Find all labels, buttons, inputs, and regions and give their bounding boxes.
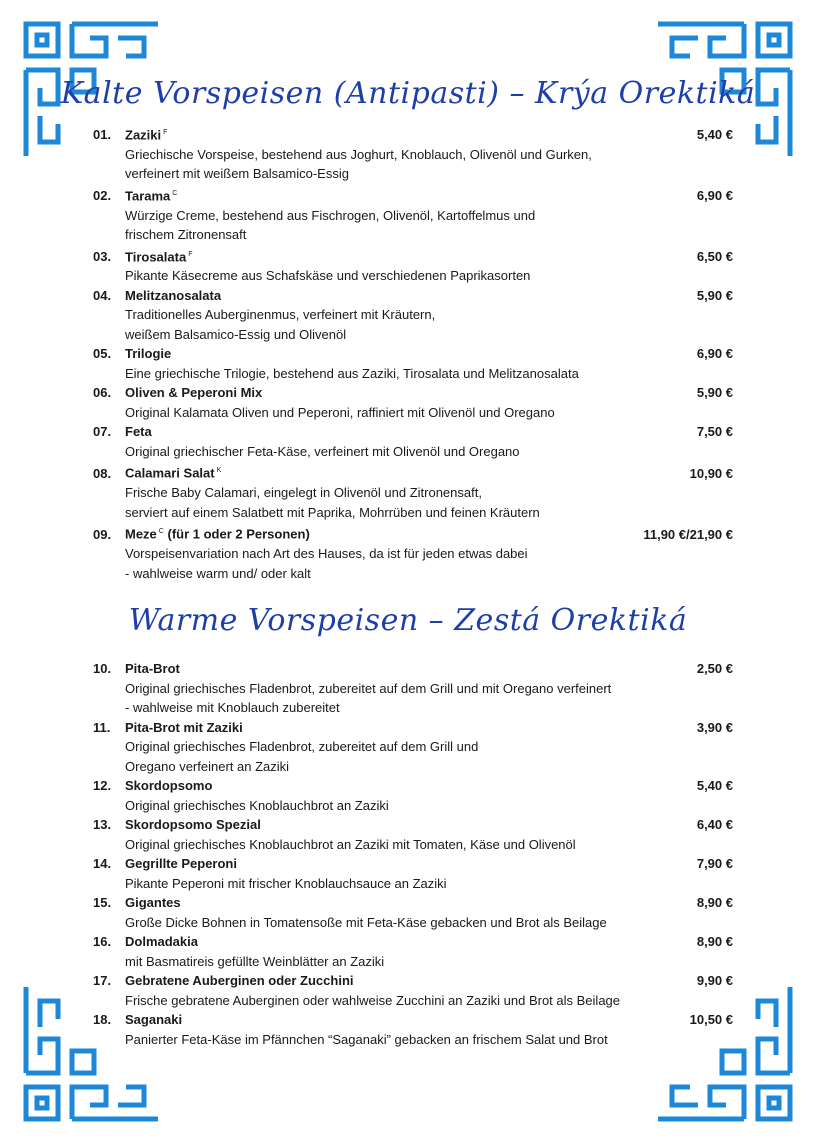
menu-item-name-suffix: (für 1 oder 2 Personen)	[167, 526, 310, 542]
menu-item	[93, 1010, 733, 1049]
menu-item-name: Meze	[125, 526, 157, 542]
menu-item-name: Feta	[125, 424, 152, 440]
menu-item-price: 7,90 €	[696, 856, 733, 871]
menu-item-header	[93, 522, 733, 544]
menu-item-header	[93, 245, 733, 267]
menu-item-name: Saganaki	[125, 1012, 183, 1027]
menu-item-number: 08.	[93, 465, 112, 481]
menu-item-description: Traditionelles Auberginenmus, verfeinert mit Kräutern, weißem Balsamico-Essig und Olivenöl	[125, 307, 436, 342]
menu-item-number: 04.	[93, 287, 112, 303]
menu-list-warm-starters	[93, 659, 733, 1049]
menu-item-name-wrap	[125, 893, 643, 913]
menu-item-name: Gigantes	[125, 895, 181, 910]
menu-item-header	[93, 854, 733, 874]
menu-item-number: 10.	[93, 661, 112, 676]
menu-item-price: 2,50 €	[696, 661, 733, 676]
menu-item-header	[93, 344, 733, 364]
menu-item-header	[93, 932, 733, 952]
menu-item-description: Original griechisches Fladenbrot, zubereitet auf dem Grill und mit Oregano verfeinert - wahlweise mit Knoblauch zubereitet	[125, 680, 612, 715]
menu-item-number: 01.	[93, 127, 112, 143]
menu-item	[93, 776, 733, 815]
menu-item-price: 9,90 €	[696, 973, 733, 988]
menu-item-name-wrap	[125, 383, 643, 403]
menu-item-price: 5,40 €	[696, 778, 733, 793]
menu-item-description: Pikante Käsecreme aus Schafskäse und verschiedenen Paprikasorten	[125, 268, 531, 284]
menu-item	[93, 286, 733, 345]
section-title-warm-starters: Warme Vorspeisen – Zestá Orektiká	[128, 603, 688, 638]
menu-item-price: 5,90 €	[696, 287, 733, 303]
menu-item-name: Tirosalata	[125, 248, 187, 264]
menu-item-header	[93, 383, 733, 403]
menu-item-description: Eine griechische Trilogie, bestehend aus Zaziki, Tirosalata und Melitzanosalata	[125, 365, 579, 381]
menu-item-description: mit Basmatireis gefüllte Weinblätter an Zaziki	[125, 953, 385, 969]
menu-item	[93, 461, 733, 522]
menu-item-name-wrap	[125, 245, 643, 267]
menu-item-name: Oliven & Peperoni Mix	[125, 385, 263, 401]
menu-item	[93, 184, 733, 245]
menu-item-number: 05.	[93, 346, 112, 362]
menu-item-number: 13.	[93, 817, 112, 832]
menu-item-description: Würzige Creme, bestehend aus Fischrogen, Olivenöl, Kartoffelmus und frischem Zitronensaft	[125, 207, 536, 243]
menu-item-number: 06.	[93, 385, 112, 401]
menu-item-price: 8,90 €	[696, 934, 733, 949]
menu-item	[93, 932, 733, 971]
menu-item-price: 5,90 €	[696, 385, 733, 401]
menu-item-header	[93, 971, 733, 991]
menu-item-name-wrap	[125, 461, 643, 483]
allergen-marker: C	[172, 189, 178, 197]
menu-item-description: Frische gebratene Auberginen oder wahlweise Zucchini an Zaziki und Brot als Beilage	[125, 992, 621, 1008]
section-title-cold-starters: Kalte Vorspeisen (Antipasti) – Krýa Orektiká	[60, 76, 756, 111]
menu-item-description: Griechische Vorspeise, bestehend aus Joghurt, Knoblauch, Olivenöl und Gurken, verfeinert mit weißem Balsamico-Essig	[125, 146, 592, 182]
menu-item-name-wrap	[125, 854, 643, 874]
menu-item-name: Dolmadakia	[125, 934, 198, 949]
menu-item-description: Original griechisches Fladenbrot, zubereitet auf dem Grill und Oregano verfeinert an Zaziki	[125, 739, 479, 774]
menu-item-description: Original griechisches Knoblauchbrot an Zaziki mit Tomaten, Käse und Olivenöl	[125, 836, 576, 852]
menu-item-number: 16.	[93, 934, 112, 949]
menu-item-price: 5,40 €	[696, 127, 733, 143]
menu-item	[93, 659, 733, 718]
menu-item-name: Gegrillte Peperoni	[125, 856, 237, 871]
menu-item-name-wrap	[125, 286, 643, 306]
menu-item-number: 14.	[93, 856, 112, 871]
menu-item-number: 07.	[93, 424, 112, 440]
menu-item	[93, 422, 733, 461]
menu-item-header	[93, 659, 733, 679]
menu-item	[93, 971, 733, 1010]
menu-item-header	[93, 718, 733, 738]
menu-item-number: 11.	[93, 719, 111, 735]
menu-item	[93, 344, 733, 383]
menu-item-price: 7,50 €	[696, 424, 733, 440]
menu-item-name-wrap	[125, 422, 643, 442]
menu-item-name: Trilogie	[125, 346, 172, 362]
menu-item-header	[93, 184, 733, 206]
menu-item-number: 15.	[93, 895, 112, 910]
menu-item	[93, 893, 733, 932]
menu-item-header	[93, 893, 733, 913]
menu-item-price: 6,90 €	[696, 346, 733, 362]
menu-item-description: Original griechischer Feta-Käse, verfeinert mit Olivenöl und Oregano	[125, 443, 520, 459]
menu-item-name-wrap	[125, 1010, 643, 1030]
menu-item-description: Original Kalamata Oliven und Peperoni, raffiniert mit Olivenöl und Oregano	[125, 404, 555, 420]
menu-item-price: 10,50 €	[689, 1012, 733, 1027]
menu-item-description: Pikante Peperoni mit frischer Knoblauchsauce an Zaziki	[125, 875, 447, 891]
menu-item-number: 03.	[93, 248, 112, 264]
menu-item-header	[93, 123, 733, 145]
menu-item	[93, 522, 733, 583]
menu-item-price: 8,90 €	[696, 895, 733, 910]
menu-item-name-wrap	[125, 971, 643, 991]
menu-item-name-wrap	[125, 718, 643, 738]
menu-item-name-wrap	[125, 344, 643, 364]
menu-item-name: Melitzanosalata	[125, 287, 222, 303]
menu-item-name-wrap	[125, 659, 643, 679]
menu-item-description: Frische Baby Calamari, eingelegt in Olivenöl und Zitronensaft, serviert auf einem Salatbett mit Paprika, Mohrrüben und feinen Kräutern	[125, 485, 540, 520]
menu-item	[93, 815, 733, 854]
menu-item-name-wrap	[125, 776, 643, 796]
menu-item-description: Große Dicke Bohnen in Tomatensoße mit Feta-Käse gebacken und Brot als Beilage	[125, 914, 607, 930]
menu-item-price: 6,90 €	[696, 188, 733, 204]
menu-item	[93, 245, 733, 286]
menu-item-name: Pita-Brot	[125, 661, 180, 676]
menu-item-price: 3,90 €	[696, 719, 733, 735]
menu-item-name: Calamari Salat	[125, 465, 215, 481]
menu-item-header	[93, 422, 733, 442]
menu-item-name-wrap	[125, 815, 643, 835]
menu-item-name-wrap	[125, 123, 643, 145]
menu-item-number: 02.	[93, 188, 112, 204]
menu-list-cold-starters	[93, 123, 733, 583]
menu-item-name: Pita-Brot mit Zaziki	[125, 719, 243, 735]
menu-item-number: 09.	[93, 526, 112, 542]
menu-item-name-wrap	[125, 522, 643, 544]
menu-item-price: 10,90 €	[689, 465, 733, 481]
menu-item-header	[93, 1010, 733, 1030]
menu-item	[93, 854, 733, 893]
allergen-marker: K	[216, 467, 222, 475]
menu-item-header	[93, 776, 733, 796]
menu-item-name: Tarama	[125, 188, 171, 204]
menu-item-header	[93, 461, 733, 483]
menu-item-name-wrap	[125, 184, 643, 206]
menu-item-price: 11,90 €/21,90 €	[643, 526, 733, 542]
menu-item-header	[93, 286, 733, 306]
allergen-marker: C	[158, 528, 164, 536]
menu-item	[93, 718, 733, 777]
menu-item-description: Vorspeisenvariation nach Art des Hauses, da ist für jeden etwas dabei - wahlweise warm und/ oder kalt	[125, 546, 528, 581]
allergen-marker: F	[188, 250, 193, 258]
menu-item-number: 17.	[93, 973, 112, 988]
menu-item-price: 6,50 €	[696, 248, 733, 264]
menu-item	[93, 123, 733, 184]
menu-item-name-wrap	[125, 932, 643, 952]
menu-item-header	[93, 815, 733, 835]
menu-item-price: 6,40 €	[696, 817, 733, 832]
menu-item-description: Original griechisches Knoblauchbrot an Zaziki	[125, 797, 389, 813]
menu-item	[93, 383, 733, 422]
menu-item-description: Panierter Feta-Käse im Pfännchen “Saganaki” gebacken an frischem Salat und Brot	[125, 1031, 608, 1047]
menu-item-name: Gebratene Auberginen oder Zucchini	[125, 973, 354, 988]
allergen-marker: F	[163, 129, 168, 136]
menu-item-number: 18.	[93, 1012, 112, 1027]
menu-item-name: Skordopsomo Spezial	[125, 817, 261, 832]
menu-item-name: Skordopsomo	[125, 778, 213, 793]
menu-item-number: 12.	[93, 778, 112, 793]
menu-item-name: Zaziki	[125, 127, 162, 143]
